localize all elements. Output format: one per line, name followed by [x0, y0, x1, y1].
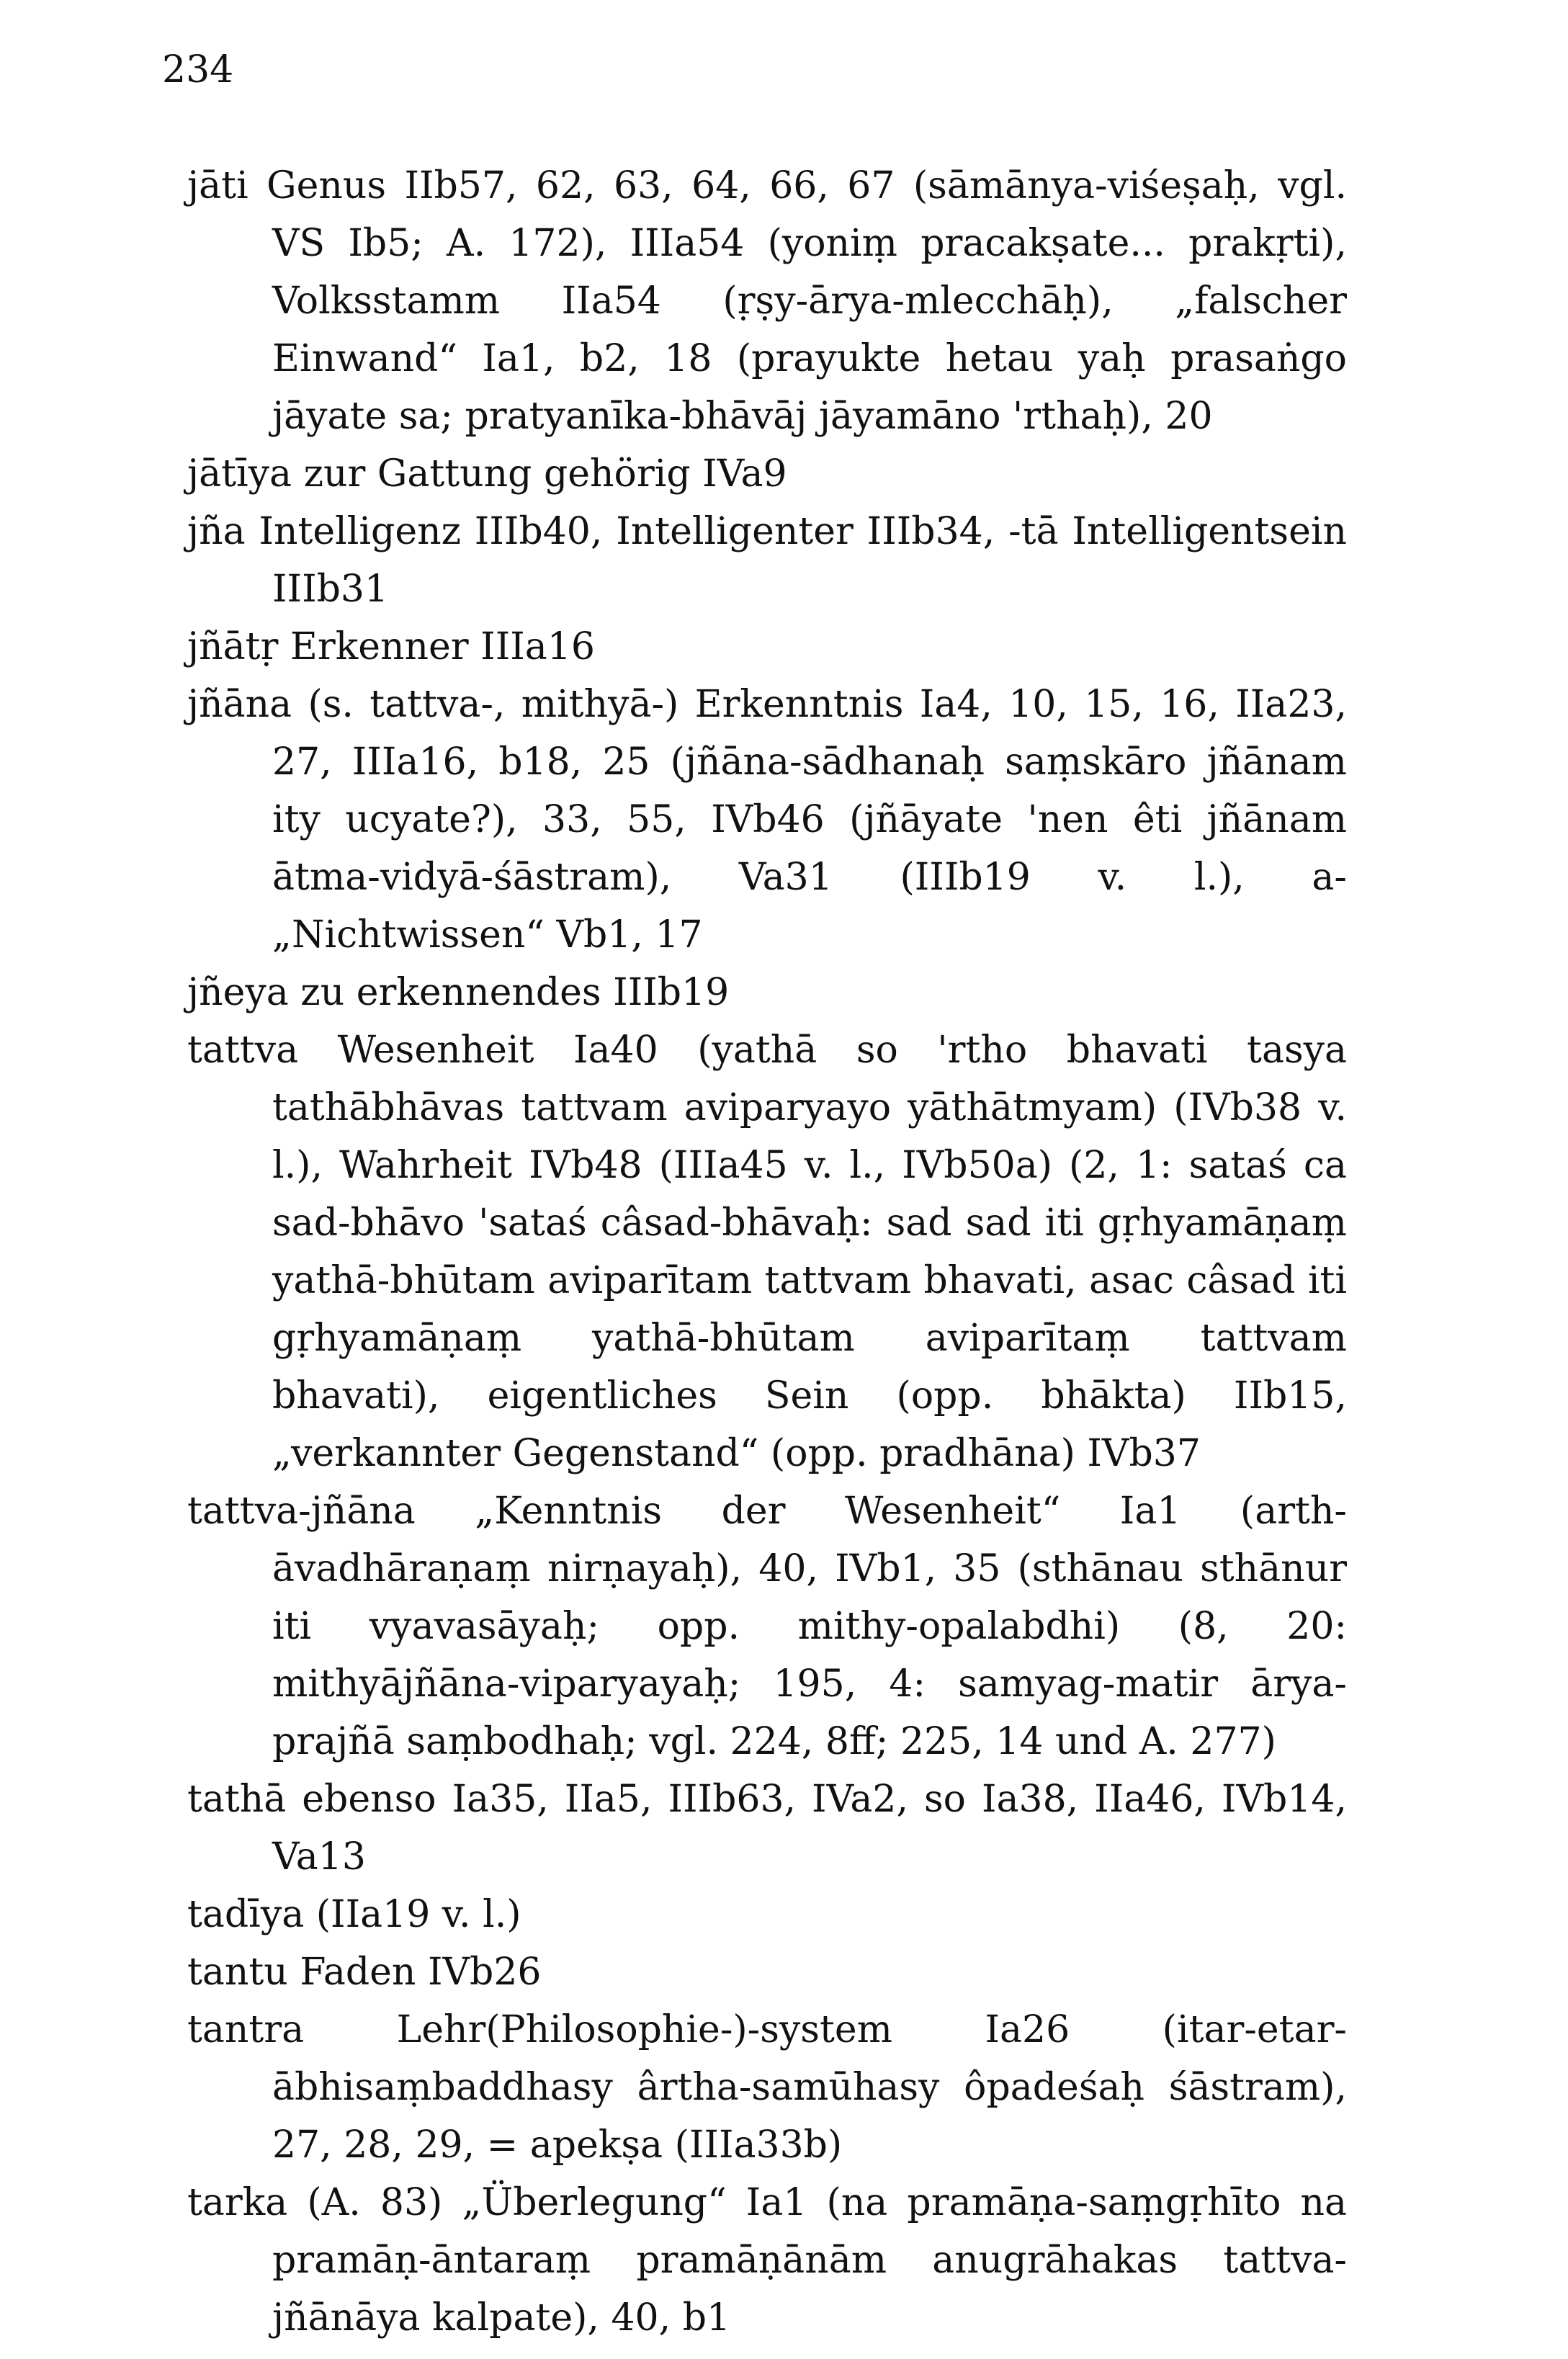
entry-headword: jña: [187, 510, 246, 553]
glossary-entry: [187, 964, 1347, 1021]
entry-headword: tantu: [187, 1951, 288, 1994]
entry-headword: jñeya: [187, 971, 289, 1014]
entry-text: (A. 83) „Überlegung“ Ia1 (na pramāṇa-saṃgṛhīto na pramāṇ-āntaraṃ pramāṇānām anugrāhakas tattva-jñānāya kalpate), 40, b1: [272, 2181, 1348, 2340]
glossary-entry: [187, 2001, 1347, 2174]
glossary-entry: [187, 1771, 1347, 1886]
entry-text: „Kenntnis der Wesenheit“ Ia1 (arth-āvadhāraṇaṃ nirṇayaḥ), 40, IVb1, 35 (sthānau sthānur iti vyavasāyaḥ; opp. mithy-opalabdhi) (8, 20: mithyājñāna-viparyayaḥ; 195, 4: samyag-matir ārya-prajñā saṃbodhaḥ; vgl. 224, 8ff; 225, 14 und A. 277): [272, 1490, 1348, 1763]
entry-headword: jñāna: [187, 683, 292, 726]
page-number: 234: [162, 48, 234, 91]
glossary-entry: [187, 157, 1347, 445]
entry-headword: tattva-jñāna: [187, 1490, 416, 1533]
glossary-entry: [187, 1943, 1347, 2001]
entry-text: Faden IVb26: [300, 1951, 542, 1994]
entry-headword: tantra: [187, 2008, 305, 2051]
glossary-entry: [187, 676, 1347, 964]
entry-text: (IIa19 v. l.): [315, 1893, 521, 1936]
entry-text: Erkenner IIIa16: [290, 625, 595, 668]
entry-headword: jāti: [187, 164, 248, 207]
glossary-entry: [187, 1482, 1347, 1771]
entry-text: Lehr(Philosophie-)-system Ia26 (itar-etar-ābhisaṃbaddhasy ârtha-samūhasy ôpadeśaḥ śāstram), 27, 28, 29, = apekṣa (IIIa33b): [272, 2008, 1348, 2167]
entry-text: Genus IIb57, 62, 63, 64, 66, 67 (sāmānya-viśeṣaḥ, vgl. VS Ib5; A. 172), IIIa54 (yoniṃ pracakṣate... prakṛti), Volksstamm IIa54 (ṛṣy-ārya-mlecchāḥ), „falscher Einwand“ Ia1, b2, 18 (prayukte hetau yaḥ prasaṅgo jāyate sa; pratyanīka-bhāvāj jāyamāno 'rthaḥ), 20: [266, 164, 1347, 438]
entry-headword: tarka: [187, 2181, 288, 2224]
entry-headword: tattva: [187, 1029, 299, 1072]
glossary-entry: [187, 2174, 1347, 2347]
glossary-entry: [187, 503, 1347, 618]
entry-headword: jñātṛ: [187, 625, 279, 668]
entry-text: Intelligenz IIIb40, Intelligenter IIIb34, -tā Intelligentsein IIIb31: [259, 510, 1347, 611]
entry-headword: tathā: [187, 1778, 287, 1821]
entry-text: zu erkennendes IIIb19: [300, 971, 730, 1014]
glossary-entry: [187, 1886, 1347, 1943]
glossary-entry: [187, 618, 1347, 676]
entry-text: Wesenheit Ia40 (yathā so 'rtho bhavati tasya tathābhāvas tattvam aviparyayo yāthātmyam) (IVb38 v. l.), Wahrheit IVb48 (IIIa45 v. l., IVb50a) (2, 1: sataś ca sad-bhāvo 'sataś câsad-bhāvaḥ: sad sad iti gṛhyamāṇaṃ yathā-bhūtam aviparītam tattvam bhavati, asac câsad iti gṛhyamāṇaṃ yathā-bhūtam aviparītaṃ tattvam bhavati), eigentliches Sein (opp. bhākta) IIb15, „verkannter Gegenstand“ (opp. pradhāna) IVb37: [272, 1029, 1348, 1475]
entry-headword: jātīya: [187, 452, 292, 496]
entry-text: (s. tattva-, mithyā-) Erkenntnis Ia4, 10, 15, 16, IIa23, 27, IIIa16, b18, 25 (jñāna-sādhanaḥ saṃskāro jñānam ity ucyate?), 33, 55, IVb46 (jñāyate 'nen êti jñānam ātma-vidyā-śāstram), Va31 (IIIb19 v. l.), a- „Nichtwissen“ Vb1, 17: [272, 683, 1348, 957]
glossary-entry: [187, 445, 1347, 503]
glossary-entry: [187, 1021, 1347, 1482]
entry-text: ebenso Ia35, IIa5, IIIb63, IVa2, so Ia38, IIa46, IVb14, Va13: [272, 1778, 1348, 1879]
entry-headword: tadīya: [187, 1893, 305, 1936]
glossary-entries: [187, 157, 1347, 2347]
entry-text: zur Gattung gehörig IVa9: [303, 452, 787, 496]
